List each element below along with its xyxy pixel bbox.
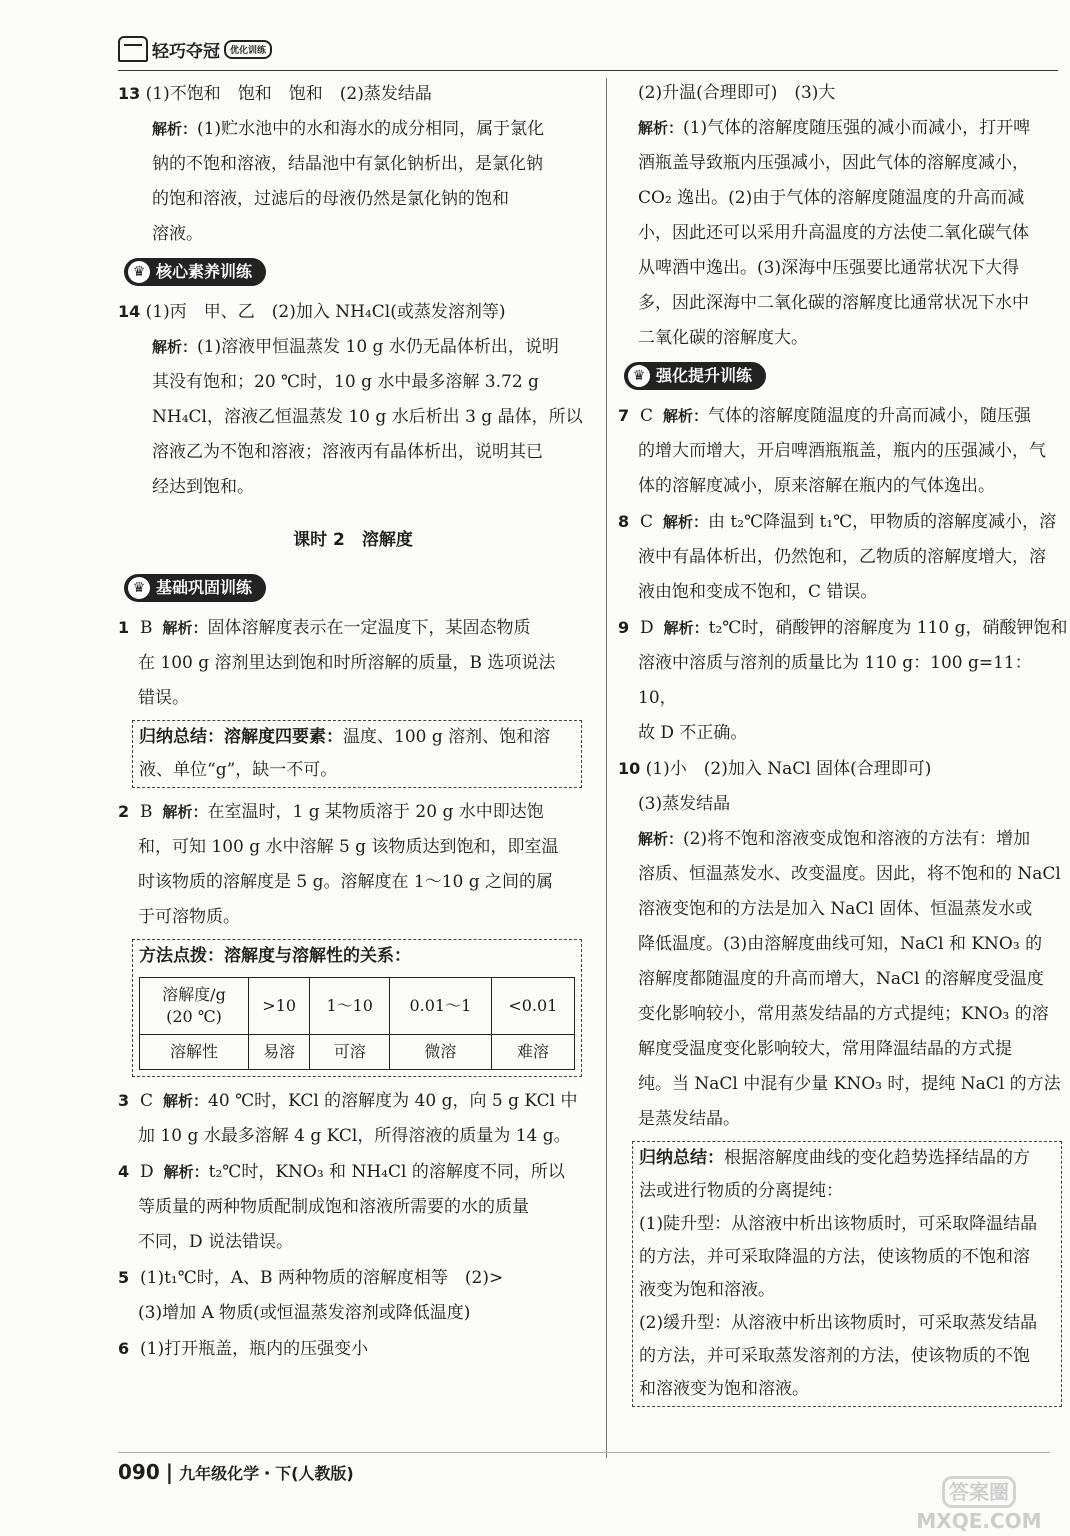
q7-line-2: 的增大而增大，开启啤酒瓶瓶盖，瓶内的压强减小，气 <box>638 441 1046 461</box>
table-header-cell: 溶解性 <box>140 1035 249 1070</box>
q6-line-3: CO₂ 逸出。(2)由于气体的溶解度随温度的升高而减 <box>638 188 1025 208</box>
table-cell: 难溶 <box>491 1035 574 1070</box>
q9-line-2: 溶液中溶质与溶剂的质量比为 110 g：100 g=11：10， <box>638 653 1032 708</box>
q10-line-9: 是蒸发结晶。 <box>638 1109 740 1129</box>
lesson-title: 课时 2 溶解度 <box>293 530 413 550</box>
table-cell: 0.01～1 <box>390 978 492 1035</box>
q4-line-1: 4 D 解析：t₂℃时，KNO₃ 和 NH₄Cl 的溶解度不同，所以 <box>118 1162 565 1182</box>
q8-line-3: 液由饱和变成不饱和，C 错误。 <box>638 582 878 602</box>
q6-line-4: 小，因此还可以采用升高温度的方法使二氧化碳气体 <box>638 223 1029 243</box>
q9-line-1: 9 D 解析：t₂℃时，硝酸钾的溶解度为 110 g，硝酸钾饱和 <box>618 618 1068 638</box>
watermark-url: MXQE.COM <box>916 1509 1042 1533</box>
left-column <box>118 76 588 1367</box>
summary-tip-box-2 <box>632 1141 1062 1407</box>
q10-line-3: 溶液变饱和的方法是加入 NaCl 固体、恒温蒸发水或 <box>638 899 1033 919</box>
q3-line-2: 加 10 g 水最多溶解 4 g KCl，所得溶液的质量为 14 g。 <box>138 1126 571 1146</box>
section-basic-training: ♛ 基础巩固训练 <box>124 574 266 602</box>
q6-line-5: 从啤酒中逸出。(3)深海中压强要比通常状况下大得 <box>638 258 1020 278</box>
solubility-table <box>139 977 575 1070</box>
footer-rule <box>118 1452 1050 1453</box>
header-rule <box>118 70 1058 71</box>
q8-line-2: 液中有晶体析出，仍然饱和，乙物质的溶解度增大，溶 <box>638 547 1046 567</box>
q2-line-2: 和，可知 100 g 水中溶解 5 g 该物质达到饱和，即室温 <box>138 837 559 857</box>
tip3-line-3: (1)陡升型：从溶液中析出该物质时，可采取降温结晶 <box>639 1214 1038 1234</box>
q10-line-1: 解析：(2)将不饱和溶液变成饱和溶液的方法有：增加 <box>638 829 1031 849</box>
footer-divider: | <box>165 1460 174 1484</box>
table-cell: 易溶 <box>249 1035 310 1070</box>
q8-line-1: 8 C 解析：由 t₂℃降温到 t₁℃，甲物质的溶解度减小，溶 <box>618 512 1057 532</box>
page-number: 090 <box>118 1460 160 1484</box>
tip3-line-2: 法或进行物质的分离提纯： <box>639 1181 843 1201</box>
table-header-cell: 溶解度/g (20 ℃) <box>140 978 249 1035</box>
table-row <box>140 1035 575 1070</box>
trophy-logo-icon <box>118 36 148 62</box>
q2-line-4: 于可溶物质。 <box>138 907 240 927</box>
table-cell: 可溶 <box>310 1035 390 1070</box>
q10-line-4: 降低温度。(3)由溶解度曲线可知，NaCl 和 KNO₃ 的 <box>638 934 1043 954</box>
q14-answer: 14 (1)丙 甲、乙 (2)加入 NH₄Cl(或蒸发溶剂等) <box>118 302 506 322</box>
q6-continued-answer: (2)升温(合理即可) (3)大 <box>638 83 836 103</box>
tip3-line-8: 和溶液变为饱和溶液。 <box>639 1379 809 1399</box>
q14-line-3: NH₄Cl，溶液乙恒温蒸发 10 g 水后析出 3 g 晶体，所以 <box>152 407 583 427</box>
watermark-badge: 答案圈 <box>942 1476 1016 1508</box>
summary-tip-box <box>132 720 582 788</box>
q6-line-1: 6 (1)打开瓶盖，瓶内的压强变小 <box>118 1339 369 1359</box>
table-cell: <0.01 <box>491 978 574 1035</box>
tip3-line-1: 归纳总结：根据溶解度曲线的变化趋势选择结晶的方 <box>639 1148 1030 1168</box>
q13-line-4: 溶液。 <box>152 224 203 244</box>
q1-line-3: 错误。 <box>138 688 189 708</box>
tip3-line-5: 液变为饱和溶液。 <box>639 1280 775 1300</box>
table-cell: >10 <box>249 978 310 1035</box>
book-series-logo: 轻巧夺冠 <box>152 41 220 62</box>
crown-icon: ♛ <box>128 577 150 599</box>
q6-line-1: 解析：(1)气体的溶解度随压强的减小而减小，打开啤 <box>638 118 1031 138</box>
q3-line-1: 3 C 解析：40 ℃时，KCl 的溶解度为 40 g，向 5 g KCl 中 <box>118 1091 578 1111</box>
watermark-logo <box>894 1476 1064 1532</box>
q13-line-1: 解析：(1)贮水池中的水和海水的成分相同，属于氯化 <box>152 119 545 139</box>
method-tip-box <box>132 939 582 1077</box>
q13-answer: 13 (1)不饱和 饱和 饱和 (2)蒸发结晶 <box>118 84 432 104</box>
q7-line-1: 7 C 解析：气体的溶解度随温度的升高而减小，随压强 <box>618 406 1032 426</box>
q14-line-4: 溶液乙为不饱和溶液；溶液丙有晶体析出，说明其已 <box>152 442 543 462</box>
q1-line-2: 在 100 g 溶剂里达到饱和时所溶解的质量，B 选项说法 <box>138 653 556 673</box>
q10-line-8: 纯。当 NaCl 中混有少量 KNO₃ 时，提纯 NaCl 的方法 <box>638 1074 1061 1094</box>
q14-line-2: 其没有饱和；20 ℃时，10 g 水中最多溶解 3.72 g <box>152 372 539 392</box>
column-divider <box>606 78 607 1458</box>
tip3-line-4: 的方法，并可采取降温的方法，使该物质的不饱和溶 <box>639 1247 1030 1267</box>
crown-icon: ♛ <box>628 365 650 387</box>
tip3-line-7: 的方法，并可采取蒸发溶剂的方法，使该物质的不饱 <box>639 1346 1030 1366</box>
q2-line-1: 2 B 解析：在室温时，1 g 某物质溶于 20 g 水中即达饱 <box>118 802 544 822</box>
logo-subtitle: 优化训练 <box>224 40 272 59</box>
q9-line-3: 故 D 不正确。 <box>638 723 748 743</box>
tip1-line-2: 液、单位“g”，缺一不可。 <box>139 760 338 780</box>
q13-line-2: 钠的不饱和溶液，结晶池中有氯化钠析出，是氯化钠 <box>152 154 543 174</box>
table-cell: 微溶 <box>390 1035 492 1070</box>
right-column <box>618 76 1068 1413</box>
q6-line-2: 酒瓶盖导致瓶内压强减小，因此气体的溶解度减小， <box>638 153 1029 173</box>
q10-answer: 10 (1)小 (2)加入 NaCl 固体(合理即可) <box>618 759 932 779</box>
q5-line-2: (3)增加 A 物质(或恒温蒸发溶剂或降低温度) <box>138 1303 471 1323</box>
section-core-literacy: ♛ 核心素养训练 <box>124 258 266 286</box>
q5-line-1: 5 (1)t₁℃时，A、B 两种物质的溶解度相等 (2)> <box>118 1268 504 1288</box>
tip2-heading: 方法点拨：溶解度与溶解性的关系： <box>139 946 411 966</box>
crown-icon: ♛ <box>128 261 150 283</box>
q13-line-3: 的饱和溶液，过滤后的母液仍然是氯化钠的饱和 <box>152 189 509 209</box>
page-footer <box>118 1460 354 1484</box>
q7-line-3: 体的溶解度减小，原来溶解在瓶内的气体逸出。 <box>638 476 995 496</box>
q1-line-1: 1 B 解析：固体溶解度表示在一定温度下，某固态物质 <box>118 618 531 638</box>
q14-line-5: 经达到饱和。 <box>152 477 254 497</box>
section-advanced-training: ♛ 强化提升训练 <box>624 362 766 390</box>
q10-answer-2: (3)蒸发结晶 <box>638 794 731 814</box>
q4-line-2: 等质量的两种物质配制成饱和溶液所需要的水的质量 <box>138 1197 529 1217</box>
tip3-line-6: (2)缓升型：从溶液中析出该物质时，可采取蒸发结晶 <box>639 1313 1038 1333</box>
q6-line-7: 二氧化碳的溶解度大。 <box>638 328 808 348</box>
q2-line-3: 时该物质的溶解度是 5 g。溶解度在 1～10 g 之间的属 <box>138 872 554 892</box>
q4-line-3: 不同，D 说法错误。 <box>138 1232 294 1252</box>
book-title: 九年级化学・下(人教版) <box>179 1464 354 1483</box>
q14-line-1: 解析：(1)溶液甲恒温蒸发 10 g 水仍无晶体析出，说明 <box>152 337 559 357</box>
page-header <box>118 30 272 68</box>
q10-line-2: 溶质、恒温蒸发水、改变温度。因此，将不饱和的 NaCl <box>638 864 1061 884</box>
q10-line-6: 变化影响较小，常用蒸发结晶的方式提纯；KNO₃ 的溶 <box>638 1004 1049 1024</box>
q6-line-6: 多，因此深海中二氧化碳的溶解度比通常状况下水中 <box>638 293 1029 313</box>
tip1-line-1: 归纳总结：溶解度四要素：温度、100 g 溶剂、饱和溶 <box>139 727 551 747</box>
q10-line-5: 溶解度都随温度的升高而增大，NaCl 的溶解度受温度 <box>638 969 1044 989</box>
table-row <box>140 978 575 1035</box>
q10-line-7: 解度受温度变化影响较大，常用降温结晶的方式提 <box>638 1039 1012 1059</box>
table-cell: 1～10 <box>310 978 390 1035</box>
